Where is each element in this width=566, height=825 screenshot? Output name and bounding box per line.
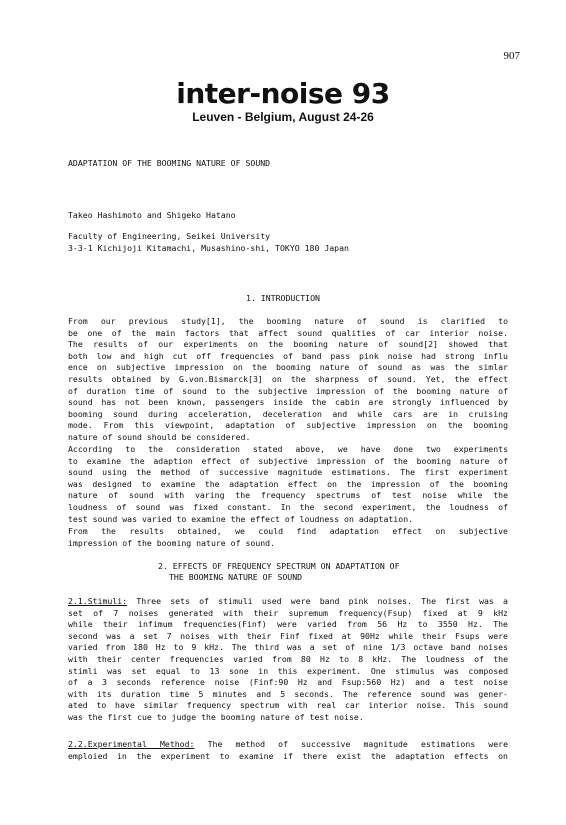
text-line: mode. From this viewpoint, adaptation of subjective impression on the booming <box>68 420 508 431</box>
text-line: while their infimum frequencies(Finf) were varied from 56 Hz to 3550 Hz. The <box>68 619 508 630</box>
text-line: From our previous study[1], the booming nature of sound is clarified to <box>68 316 508 326</box>
page-number: 907 <box>503 50 520 62</box>
text-line: was the first cue to judge the booming nature of test noise. <box>68 711 364 722</box>
text-line: According to the consideration stated above, we have done two experiments <box>68 444 508 454</box>
text-run: Three sets of stimuli used were band pink noises. The first was a <box>127 596 508 606</box>
conference-location: Leuven - Belgium, August 24-26 <box>192 110 374 124</box>
text-line <box>68 596 508 608</box>
text-line: both low and high cut off frequencies of band pass pink noise had strong influ <box>68 350 508 361</box>
paper-authors: Takeo Hashimoto and Shigeko Hatano <box>68 210 236 220</box>
text-line: varied from 180 Hz to 9 kHz. The third was a set of nine 1/3 octave band noises <box>68 642 508 653</box>
section-2-heading-line-2: THE BOOMING NATURE OF SOUND <box>169 572 303 582</box>
text-line: be one of the main factors that affect sound qualities of car interior noise. <box>68 327 508 338</box>
text-line: was designed to examine the adaptation effect on the impression of the booming <box>68 478 508 489</box>
text-line: with its duration time 5 minutes and 5 seconds. The reference sound was gener- <box>68 688 508 699</box>
text-line: second was a set 7 noises with their Finf fixed at 90Hz while their Fsups were <box>68 630 508 641</box>
text-line: test sound was varied to examine the effect of loudness on adaptation. <box>68 513 414 524</box>
affiliation-line-1: Faculty of Engineering, Seikei University <box>68 231 271 241</box>
affiliation-line-2: 3-3-1 Kichijoji Kitamachi, Musashino-shi, TOKYO 180 Japan <box>68 243 349 253</box>
text-line: loudness of sound was fixed constant. In the second experiment, the loudness of <box>68 501 508 512</box>
text-line: ence on subjective impression on the booming nature of sound as was the simlar <box>68 362 508 373</box>
text-line: sound using the method of successive magnitude estimations. The first experiment <box>68 467 508 478</box>
text-line: nature of sound should be considered. <box>68 431 251 442</box>
text-line: emploied in the experiment to examine if there exist the adaptation effects on <box>68 750 508 761</box>
text-line: of duration time of sound to the subjective impression of the booming nature of <box>68 385 508 396</box>
method-paragraph <box>68 739 508 762</box>
text-line: set of 7 noises generated with their supremum frequency(Fsup) fixed at 9 kHz <box>68 607 508 618</box>
paper-title: ADAPTATION OF THE BOOMING NATURE OF SOUND <box>68 158 271 168</box>
text-line: results obtained by G.von.Bismarck[3] on the sharpness of sound. Yet, the effect <box>68 373 508 384</box>
text-line: nature of sound with varing the frequency spectrums of test noise while the <box>68 490 508 501</box>
stimuli-paragraph <box>68 596 508 724</box>
text-line: The results of our experiments on the booming nature of sound[2] showed that <box>68 339 508 350</box>
intro-paragraph-3 <box>68 526 508 549</box>
intro-paragraph-1 <box>68 316 508 444</box>
text-line: booming sound during acceleration, deceleration and while cars are in cruising <box>68 408 508 419</box>
text-line: of a 3 seconds reference noise (Finf:90 Hz and Fsup:560 Hz) and a test noise <box>68 677 508 688</box>
section-2-heading-line-1: 2. EFFECTS OF FREQUENCY SPECTRUM ON ADAPTATION OF <box>158 561 400 571</box>
text-line: From the results obtained, we could find adaptation effect on subjective <box>68 526 508 536</box>
text-line: impression of the booming nature of sound. <box>68 537 276 548</box>
text-line: ated to have similar frequency spectrum with real car interior noise. This sound <box>68 700 508 711</box>
conference-logo: inter-noise 93 <box>176 77 390 110</box>
text-line: sound has not been known, passengers inside the cabin are strongly influenced by <box>68 397 508 408</box>
text-line: to examine the adaption effect of subjective impression of the booming nature of <box>68 455 508 466</box>
text-line: with their center frequencies varied from 80 Hz to 8 kHz. The loudness of the <box>68 653 508 664</box>
intro-paragraph-2 <box>68 444 508 525</box>
subsection-label-method: 2.2.Experimental Method: <box>68 739 195 749</box>
text-line <box>68 739 508 751</box>
text-run: The method of successive magnitude estimations were <box>194 739 508 749</box>
subsection-label-stimuli: 2.1.Stimuli: <box>68 596 128 606</box>
text-line: stimli was set equal to 13 sone in this experiment. One stimulus was composed <box>68 665 508 676</box>
section-1-heading: 1. INTRODUCTION <box>246 293 320 303</box>
